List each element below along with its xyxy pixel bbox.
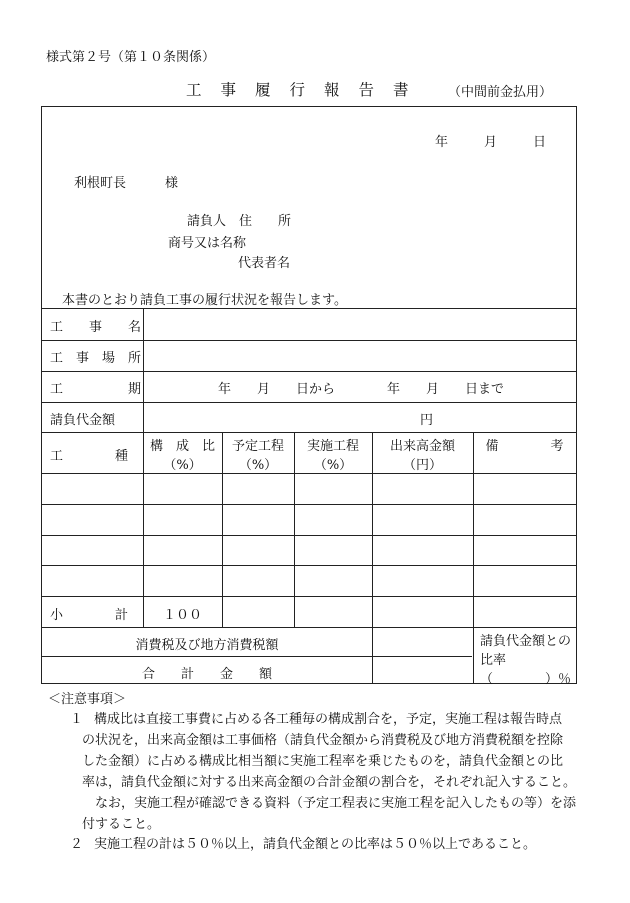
period-value: 年 月 日から 年 月 日まで	[218, 382, 505, 397]
contract-amount-unit: 円	[420, 413, 434, 428]
subtotal-label: 小 計	[50, 608, 129, 623]
header-actual-unit: （%）	[313, 458, 353, 473]
document-title: 工事履行報告書	[186, 81, 428, 99]
date-line	[435, 131, 546, 150]
header-work-type: 工 種	[50, 449, 129, 464]
project-name-label: 工 事 名	[50, 320, 142, 335]
note-line: した金額）に占める構成比相当額に実施工程率を乗じたものを，請負代金額との比	[82, 754, 564, 769]
rule	[42, 656, 472, 657]
contractor-name-label: 商号又は名称	[168, 236, 247, 251]
note-line: の状況を，出来高金額は工事価格（請負代金額から消費税及び地方消費税額を控除	[82, 733, 564, 748]
rule	[42, 504, 576, 505]
header-planned: 予定工程	[231, 439, 284, 454]
header-output-unit: （円）	[402, 458, 442, 473]
rule	[473, 432, 474, 684]
rule	[42, 402, 576, 403]
header-planned-unit: （%）	[238, 458, 278, 473]
rule	[42, 565, 576, 566]
note-item-1	[70, 709, 590, 835]
total-label: 合 計 金 額	[141, 667, 272, 682]
note-line: 率は，請負代金額に対する出来高金額の合計金額の割合を，それぞれ記入すること。	[82, 775, 577, 790]
report-form	[41, 106, 577, 687]
notes-heading: ＜注意事項＞	[48, 692, 127, 707]
note-line: なお，実施工程が確認できる資料（予定工程表に実施工程を記入したもの等）を添	[82, 796, 577, 811]
note-number: ２	[70, 837, 84, 852]
ratio-box-line3: （ ）％	[480, 672, 572, 687]
rule	[42, 308, 576, 309]
date-year: 年	[434, 135, 448, 150]
tax-label: 消費税及び地方消費税額	[135, 638, 279, 653]
ratio-box-line2: 比率	[480, 653, 507, 668]
header-actual: 実施工程	[306, 439, 359, 454]
note-item-2	[70, 834, 590, 855]
contract-amount-label: 請負代金額	[50, 413, 116, 428]
date-month: 月	[483, 135, 497, 150]
document-subtitle: （中間前金払用）	[448, 85, 553, 100]
rule	[42, 535, 576, 536]
header-remarks: 備 考	[485, 439, 564, 454]
contractor-representative-label: 代表者名	[238, 256, 291, 271]
note-line: 構成比は直接工事費に占める各工種毎の構成割合を，予定，実施工程は報告時点	[94, 712, 563, 727]
note-line: 付すること。	[82, 817, 161, 832]
rule	[42, 627, 576, 628]
rule	[42, 371, 576, 372]
rule	[42, 596, 576, 597]
rule	[42, 340, 576, 341]
ratio-box-line1: 請負代金額との	[480, 634, 572, 649]
project-place-label: 工 事 場 所	[50, 351, 142, 366]
header-output: 出来高金額	[389, 439, 455, 454]
note-line: 実施工程の計は５０％以上，請負代金額との比率は５０％以上であること。	[94, 837, 537, 852]
date-day: 日	[532, 135, 546, 150]
header-ratio-unit: （%）	[163, 458, 202, 473]
form-number: 様式第２号（第１０条関係）	[46, 50, 216, 65]
rule	[42, 432, 576, 433]
period-label: 工 期	[50, 382, 142, 397]
rule	[42, 473, 576, 474]
note-number: １	[70, 712, 84, 727]
report-statement: 本書のとおり請負工事の履行状況を報告します。	[62, 293, 347, 308]
contractor-address-label: 請負人 住 所	[187, 214, 292, 229]
subtotal-ratio: １００	[162, 608, 202, 623]
addressee: 利根町長 様	[74, 176, 179, 191]
header-ratio: 構 成 比	[149, 439, 215, 454]
